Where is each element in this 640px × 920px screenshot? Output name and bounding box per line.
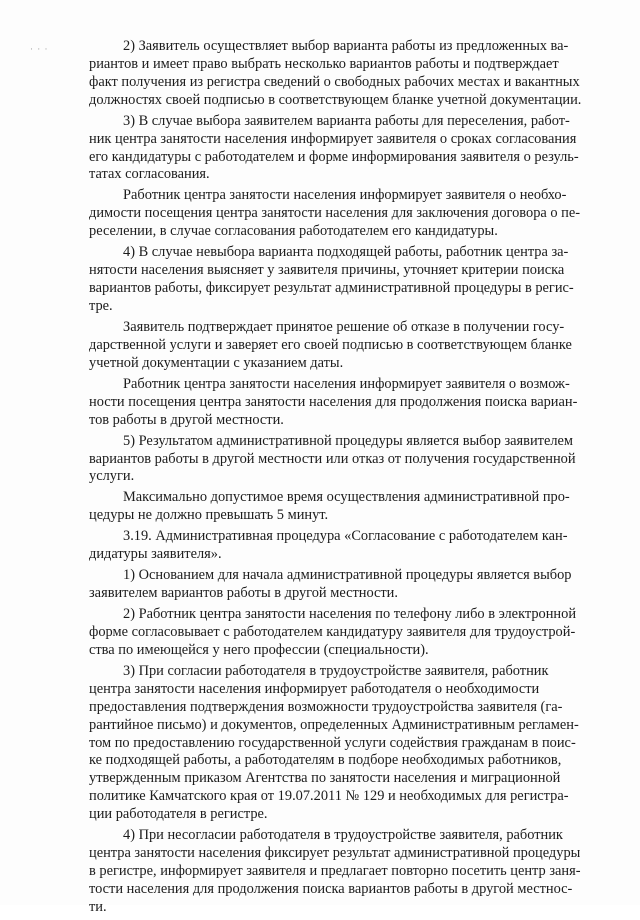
paragraph-3-19-item-1: 1) Основанием для начала административной процедуры является выбор заявителем вариантов работы в другой местности. (89, 567, 572, 602)
paragraph-refusal-confirmation: Заявитель подтверждает принятое решение об отказе в получении госу- дарственной услуги и заверяет его своей подписью в соответствующем бланке учетной документации с указанием даты. (89, 318, 572, 371)
paragraph-3-19-item-4: 4) При несогласии работодателя в трудоустройстве заявителя, работник центра занятости населения фиксирует результат административной процедуры в регистре, информирует заявителя и предлагает повторно посетить центр заня- тости населения для продолжения поиска вариантов работы в другой местнос- ти. (89, 827, 581, 915)
paragraph-item-4-no-choice: 4) В случае невыбора варианта подходящей работы, работник центра за- нятости населения выясняет у заявителя причины, уточняет критерии поиска вариантов работы, фиксирует результат административной процедуры в регис- тре. (89, 244, 574, 314)
margin-mark: · · · (30, 44, 49, 54)
paragraph-item-5-result: 5) Результатом административной процедуры является выбор заявителем вариантов работы в другой местности или отказ от получения государственной услуги. (89, 432, 576, 485)
paragraph-3-19-item-3: 3) При согласии работодателя в трудоустройстве заявителя, работник центра занятости населения информирует работодателя о необходимости предоставления подтверждения возможности трудоустройства заявителя (га- рантийное письмо) и документов, определенных Административным регламен- том по предоставлению государственной услуги содействия гражданам в поис- ке подходящей работы, а работодателям в подборе необходимых работников, утвержденным приказом Агентства по занятости населения и миграционной политике Камчатского края от 19.07.2011 № 129 и необходимых для регистра- ции работодателя в регистре. (89, 662, 579, 823)
paragraph-item-2-choice: 2) Заявитель осуществляет выбор варианта работы из предложенных ва- риантов и имеет право выбрать несколько вариантов работы и подтверждает факт получения из регистра сведений о свободных рабочих местах и вакантных должностях своей подписью в соответствующем бланке учетной документации. (89, 38, 582, 108)
paragraph-item-3-relocation: 3) В случае выбора заявителем варианта работы для переселения, работ- ник центра занятости населения информирует заявителя о сроках согласования его кандидатуры с работодателем и форме информирования заявителя о резуль- татах согласования. (89, 112, 579, 183)
paragraph-max-time: Максимально допустимое время осуществления административной про- цедуры не должно превышать 5 минут. (89, 489, 570, 524)
paragraph-3-19-item-2: 2) Работник центра занятости населения по телефону либо в электронной форме согласовывает с работодателем кандидатуру заявителя для трудоустрой- ства по имеющейся у него профессии (специальности). (89, 606, 577, 658)
document-body (89, 38, 603, 920)
paragraph-other-location-search: Работник центра занятости населения информирует заявителя о возмож- ности посещения центра занятости населения для продолжения поиска вариан- тов работы в другой местности. (89, 375, 578, 428)
paragraph-relocation-contract: Работник центра занятости населения информирует заявителя о необхо- димости посещения центра занятости населения для заключения договора о пе- реселении, в случае согласования работодателем его кандидатуры. (89, 187, 581, 240)
section-heading-3-19: 3.19. Административная процедура «Согласование с работодателем кан- дидатуры заявителя». (89, 528, 568, 563)
